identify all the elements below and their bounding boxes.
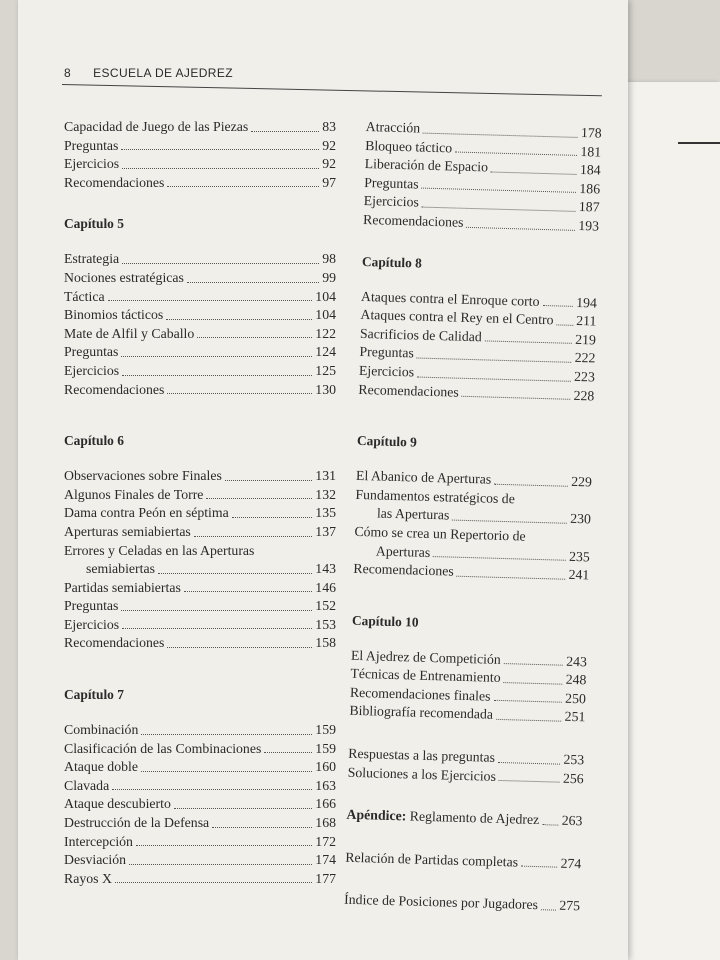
toc-entry-page: 104 [315, 307, 336, 323]
toc-entry [64, 269, 336, 288]
toc-entry [64, 523, 336, 542]
toc-entry-title: Sacrificios de Calidad [359, 325, 482, 345]
toc-entry-title: Recomendaciones [64, 174, 165, 190]
leader-dots [197, 337, 312, 338]
toc-entry-page: 177 [315, 870, 336, 886]
leader-dots [457, 575, 566, 579]
toc-entry-page: 130 [315, 381, 336, 397]
toc-entry-title: Destrucción de la Defensa [64, 815, 210, 831]
toc-entry-page: 250 [564, 690, 587, 707]
toc-entry-title: Desviación [64, 852, 127, 868]
toc-entry-page: 174 [315, 852, 336, 868]
adjacent-page-rule [678, 142, 720, 144]
toc-entry-title-line1: Errores y Celadas en las Aperturas [64, 542, 255, 558]
leader-dots [422, 207, 576, 212]
toc-entry [64, 851, 336, 870]
toc-entry-title: Ataques contra el Rey en el Centro [360, 307, 554, 328]
toc-entry [64, 174, 336, 193]
toc-entry-title: Recomendaciones [362, 211, 464, 230]
toc-entry-title: Nociones estratégicas [64, 269, 184, 285]
toc-entry-page: 263 [561, 812, 583, 829]
toc-entry [64, 118, 336, 137]
leader-dots [455, 152, 577, 156]
leader-dots [433, 556, 566, 561]
leader-dots [499, 780, 560, 783]
toc-entry-page: 229 [571, 473, 593, 490]
toc-entry-page: 248 [565, 672, 587, 688]
leader-dots [167, 647, 312, 648]
leader-dots [141, 734, 312, 735]
toc-entry-title: Aperturas semiabiertas [64, 523, 191, 539]
toc-entry-page: 235 [568, 548, 591, 564]
toc-entry-page: 275 [559, 898, 581, 914]
toc-entry-title: Ejercicios [363, 193, 420, 210]
toc-entry-title: El Ajedrez de Competición [350, 647, 501, 667]
toc-entry [64, 288, 336, 307]
toc-entry-title: Capacidad de Juego de las Piezas [64, 119, 249, 134]
leader-dots [122, 628, 312, 629]
toc-entry-title: Preguntas [64, 598, 119, 614]
toc-entry [64, 795, 336, 814]
toc-entry-page: 99 [322, 269, 336, 285]
chapter-heading: Capítulo 8 [361, 253, 423, 271]
toc-entry-title: Estrategia [64, 251, 120, 267]
toc-entry-title: Rayos X [64, 870, 112, 886]
toc-entry-title: Relación de Partidas completas [345, 849, 519, 870]
toc-entry-title: Índice de Posiciones por Jugadores [343, 892, 539, 913]
leader-dots [112, 789, 312, 790]
toc-entry-page: 137 [315, 523, 336, 539]
leader-dots [462, 396, 571, 400]
toc-entry-title: Recomendaciones [358, 381, 459, 400]
toc-entry [64, 634, 336, 653]
leader-dots [466, 226, 575, 230]
toc-entry-page: 124 [315, 344, 336, 360]
toc-entry-title: Clasificación de las Combinaciones [64, 740, 262, 756]
toc-entry-page: 158 [315, 635, 336, 651]
toc-entry-page: 131 [315, 468, 336, 484]
toc-entry [64, 504, 336, 523]
leader-dots [423, 132, 578, 137]
toc-entry-page: 194 [576, 294, 598, 311]
toc-entry-page: 241 [568, 566, 590, 583]
toc-entry-page: 253 [563, 751, 585, 768]
toc-entry [64, 616, 336, 635]
toc-entry-title: Preguntas [64, 137, 119, 153]
leader-dots [542, 824, 559, 825]
toc-entry-page: 97 [322, 174, 336, 190]
leader-dots [174, 808, 312, 809]
leader-dots [212, 827, 312, 828]
chapter-heading: Capítulo 10 [351, 612, 419, 630]
appendix-label: Apéndice: [346, 806, 407, 824]
leader-dots [166, 319, 312, 320]
toc-entry-page: 104 [315, 288, 336, 304]
toc-entry-title: Ataque descubierto [64, 796, 171, 812]
leader-dots [121, 356, 312, 357]
toc-entry-page: 256 [562, 770, 584, 786]
toc-entry-page: 251 [564, 709, 586, 725]
leader-dots [141, 771, 312, 772]
leader-dots [485, 341, 572, 344]
toc-entry [64, 362, 336, 381]
leader-dots [498, 762, 561, 765]
toc-entry-title: Combinación [64, 722, 139, 738]
leader-dots [184, 591, 312, 592]
running-head [64, 66, 233, 80]
chapter-heading: Capítulo 9 [356, 433, 418, 450]
leader-dots [421, 188, 576, 193]
toc-entry-page: 159 [315, 722, 336, 738]
toc-entry [64, 560, 336, 579]
toc-entry [64, 758, 336, 777]
leader-dots [491, 171, 577, 174]
leader-dots [122, 168, 319, 169]
leader-dots [494, 483, 568, 486]
toc-entry-title: Clavada [64, 777, 110, 793]
leader-dots [417, 357, 572, 362]
toc-entry-title: Recomendaciones [64, 635, 165, 651]
toc-entry-title: Ejercicios [358, 362, 415, 380]
page-number: 8 [64, 66, 72, 80]
toc-entry-page: 223 [573, 368, 596, 385]
toc-entry-title: Ataques contra el Enroque corto [360, 288, 540, 309]
toc-entry-page: 211 [576, 313, 597, 329]
leader-dots [541, 909, 556, 910]
toc-entry [64, 381, 336, 400]
toc-entry-title: Técnicas de Entrenamiento [350, 666, 501, 686]
leader-dots [136, 845, 312, 846]
toc-entry [64, 833, 336, 852]
toc-entry-page: 193 [578, 217, 600, 234]
leader-dots [167, 393, 312, 394]
toc-entry-title: Preguntas [359, 344, 415, 361]
toc-entry-page: 184 [579, 162, 601, 178]
toc-entry-title: Reglamento de Ajedrez [409, 808, 540, 828]
toc-entry-title: Binomios tácticos [64, 307, 164, 323]
toc-entry-page: 146 [315, 579, 336, 595]
toc-entry-page: 125 [315, 362, 336, 378]
toc-entry-title-line1: Cómo se crea un Repertorio de [354, 523, 526, 544]
toc-entry-page: 243 [566, 653, 588, 670]
toc-entry-title: Recomendaciones [64, 381, 165, 397]
toc-entry-page: 219 [574, 331, 597, 348]
leader-dots [121, 610, 312, 611]
toc-entry-page: 152 [315, 598, 336, 614]
toc-entry [64, 343, 336, 362]
toc-entry-title: Algunos Finales de Torre [64, 486, 204, 502]
toc-entry-title-line2: semiabiertas [86, 561, 155, 577]
toc-entry-title: Táctica [64, 288, 105, 304]
toc-entry-page: 159 [315, 740, 336, 756]
toc-entry [64, 814, 336, 833]
leader-dots [167, 186, 319, 187]
toc-entry-page: 178 [580, 125, 602, 141]
toc-right-column [344, 118, 602, 916]
toc-entry-page: 181 [580, 143, 602, 160]
toc-entry-page: 228 [573, 387, 595, 404]
toc-entry [64, 250, 336, 269]
toc-entry-page: 160 [315, 759, 336, 775]
toc-entry [64, 777, 336, 796]
toc-entry-title: Preguntas [64, 344, 119, 360]
toc-entry [64, 486, 336, 505]
leader-dots [251, 131, 319, 132]
book-title: ESCUELA DE AJEDREZ [93, 66, 233, 80]
leader-dots [158, 573, 312, 574]
leader-dots [417, 376, 571, 381]
toc-entry [64, 579, 336, 598]
toc-entry [64, 467, 336, 486]
leader-dots [232, 517, 313, 518]
toc-entry-title: Bibliografía recomendada [349, 703, 494, 723]
toc-entry-title: Intercepción [64, 833, 133, 849]
toc-entry-title: El Abanico de Aperturas [355, 467, 492, 487]
toc-entry-title-line2: las Aperturas [376, 505, 450, 523]
toc-entry [64, 870, 336, 889]
toc-entry [64, 306, 336, 325]
toc-entry [64, 137, 336, 156]
toc-entry-page: 122 [315, 325, 336, 341]
toc-entry-page: 230 [569, 511, 592, 527]
leader-dots [496, 719, 562, 722]
leader-dots [129, 864, 312, 865]
toc-entry-page: 187 [578, 199, 600, 215]
toc-entry-title: Ejercicios [64, 616, 120, 632]
toc-entry-page: 172 [315, 833, 336, 849]
leader-dots [108, 300, 313, 301]
leader-dots [264, 752, 312, 753]
toc-entry-title: Atracción [365, 118, 421, 136]
toc-entry-page: 163 [315, 777, 336, 793]
toc-entry [64, 325, 336, 344]
toc-entry-page: 274 [560, 855, 582, 872]
toc-entry-title: Dama contra Peón en séptima [64, 505, 229, 521]
toc-entry [64, 597, 336, 616]
toc-entry-page: 222 [574, 350, 596, 366]
toc-entry [64, 740, 336, 759]
adjacent-page-edge [612, 82, 720, 960]
toc-left-column [64, 118, 336, 888]
toc-entry-title: Respuestas a las preguntas [348, 745, 496, 765]
toc-entry-title-line1: Fundamentos estratégicos de [355, 486, 516, 507]
toc-entry-title-line2: Aperturas [375, 542, 431, 560]
leader-dots [115, 882, 312, 883]
toc-entry-page: 168 [315, 815, 336, 831]
toc-entry-title: Ejercicios [64, 362, 120, 378]
toc-entry-page: 98 [322, 251, 336, 267]
chapter-heading: Capítulo 5 [64, 216, 124, 232]
toc-entry-page: 153 [315, 616, 336, 632]
toc-entry-page: 166 [315, 796, 336, 812]
toc-entry-title: Partidas semiabiertas [64, 579, 181, 595]
leader-dots [194, 536, 312, 537]
toc-entry-page: 186 [579, 180, 601, 197]
toc-entry-title: Ejercicios [64, 156, 120, 172]
leader-dots [503, 682, 562, 685]
toc-entry-page: 143 [315, 561, 336, 577]
leader-dots [122, 375, 312, 376]
toc-entry-title: Ataque doble [64, 759, 138, 775]
leader-dots [556, 324, 573, 325]
toc-entry-title: Recomendaciones finales [349, 684, 491, 704]
leader-dots [452, 519, 567, 523]
toc-entry-page: 132 [315, 486, 336, 502]
toc-entry-title: Observaciones sobre Finales [64, 468, 222, 484]
toc-entry-title: Bloqueo táctico [365, 137, 453, 156]
leader-dots [121, 149, 319, 150]
leader-dots [521, 866, 558, 868]
chapter-heading: Capítulo 6 [64, 433, 124, 449]
toc-entry-page: 92 [322, 137, 336, 153]
toc-entry-title: Mate de Alfil y Caballo [64, 325, 195, 341]
toc-entry-page: 92 [322, 156, 336, 172]
toc-entry [64, 155, 336, 174]
leader-dots [504, 663, 563, 666]
toc-entry-title: Soluciones a los Ejercicios [347, 764, 497, 784]
toc-entry-title: Recomendaciones [353, 560, 454, 579]
toc-entry-title: Liberación de Espacio [364, 156, 489, 175]
leader-dots [187, 282, 319, 283]
toc-entry-title: Preguntas [363, 174, 419, 192]
leader-dots [493, 700, 562, 703]
toc-entry-page: 135 [315, 505, 336, 521]
chapter-heading: Capítulo 7 [64, 687, 124, 703]
toc-entry-page: 83 [322, 119, 336, 134]
toc-entry [64, 721, 336, 740]
leader-dots [122, 263, 319, 264]
leader-dots [542, 305, 573, 307]
leader-dots [206, 498, 312, 499]
leader-dots [225, 480, 312, 481]
